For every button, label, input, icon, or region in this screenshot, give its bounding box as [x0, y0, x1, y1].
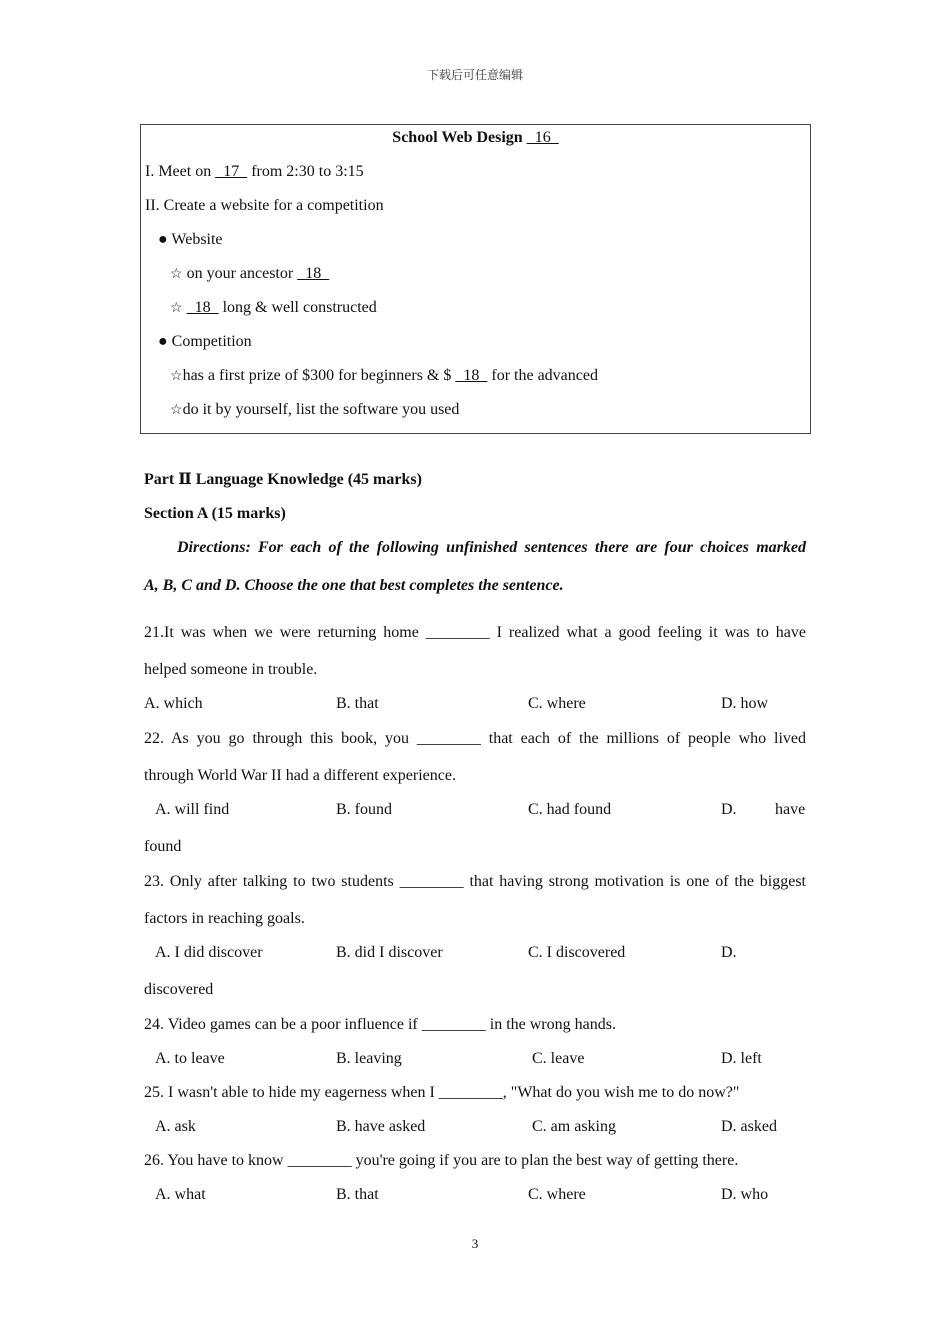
blank-17: 17: [215, 163, 248, 180]
competition-item-1: [170, 366, 598, 387]
q23-option-d-wrap: discovered: [144, 981, 214, 998]
q21-option-c: C. where: [528, 695, 586, 712]
q21-option-a: A. which: [144, 695, 203, 712]
question-22-line-2: through World War II had a different experience.: [144, 767, 456, 784]
q22-option-b: B. found: [336, 801, 392, 818]
bullet-dot-icon: ●: [158, 231, 168, 248]
directions-line-1: Directions: For each of the following unfinished sentences there are four choices marked: [177, 539, 806, 556]
q23-option-c: C. I discovered: [528, 944, 626, 961]
blank-16: 16: [526, 129, 559, 146]
notes-title: [140, 128, 811, 148]
q23-option-b: B. did I discover: [336, 944, 443, 961]
q23-option-d: D.: [721, 944, 737, 961]
q22-option-d-text: have: [775, 801, 806, 818]
q26-option-b: B. that: [336, 1186, 379, 1203]
q21-option-d: D. how: [721, 695, 769, 712]
bullet-competition: [158, 332, 252, 352]
question-21-line-1: 21.It was when we were returning home ________ I realized what a good feeling it was to have: [144, 624, 806, 641]
q25-option-c: C. am asking: [532, 1118, 616, 1135]
question-23-line-1: 23. Only after talking to two students ________ that having strong motivation is one of the biggest: [144, 873, 806, 890]
q23-option-a: A. I did discover: [155, 944, 263, 961]
question-22-line-1: 22. As you go through this book, you ________ that each of the millions of people who lived: [144, 730, 806, 747]
question-24-line-1: 24. Video games can be a poor influence if ________ in the wrong hands.: [144, 1016, 616, 1033]
q25-option-a: A. ask: [155, 1118, 196, 1135]
question-21-line-2: helped someone in trouble.: [144, 661, 318, 678]
bullet-website: [158, 230, 223, 250]
competition-item-2-text: do it by yourself, list the software you used: [182, 401, 460, 418]
bullet-website-label: Website: [171, 231, 223, 248]
website-item-1-text: on your ancestor: [186, 265, 298, 282]
q26-option-a: A. what: [155, 1186, 206, 1203]
notes-title-text: School Web Design: [392, 129, 523, 146]
q24-option-c: C. leave: [532, 1050, 585, 1067]
line1-prefix: I. Meet on: [145, 163, 216, 180]
page-number: 3: [471, 1236, 479, 1251]
line1-suffix: from 2:30 to 3:15: [247, 163, 364, 180]
blank-18b: 18: [186, 299, 219, 316]
star-icon: ☆: [170, 301, 183, 316]
q24-option-d: D. left: [721, 1050, 762, 1067]
q24-option-b: B. leaving: [336, 1050, 402, 1067]
q22-option-d: D.: [721, 801, 737, 818]
competition-item-2: [170, 400, 459, 421]
notes-line-2: II. Create a website for a competition: [145, 197, 384, 214]
q21-option-b: B. that: [336, 695, 379, 712]
question-26-line-1: 26. You have to know ________ you're going if you are to plan the best way of getting there.: [144, 1152, 739, 1169]
bullet-competition-label: Competition: [171, 333, 252, 350]
part-title: Part Ⅱ Language Knowledge (45 marks): [144, 471, 422, 488]
section-title: Section A (15 marks): [144, 505, 286, 522]
star-icon: ☆: [170, 267, 183, 282]
question-25-line-1: 25. I wasn't able to hide my eagerness when I ________, "What do you wish me to do now?": [144, 1084, 740, 1101]
q26-option-d: D. who: [721, 1186, 769, 1203]
page-header: 下载后可任意编辑: [426, 68, 523, 82]
directions-line-2: A, B, C and D. Choose the one that best completes the sentence.: [144, 577, 564, 594]
blank-18c: 18: [455, 367, 488, 384]
q22-option-c: C. had found: [528, 801, 612, 818]
q26-option-c: C. where: [528, 1186, 586, 1203]
blank-18a: 18: [297, 265, 330, 282]
notes-line-1: [145, 162, 364, 182]
website-item-1: [170, 264, 329, 285]
competition-item-1-suffix: for the advanced: [487, 367, 598, 384]
q24-option-a: A. to leave: [155, 1050, 225, 1067]
q22-option-d-wrap: found: [144, 838, 182, 855]
star-icon: ☆: [170, 369, 183, 384]
star-icon: ☆: [170, 403, 183, 418]
q25-option-d: D. asked: [721, 1118, 777, 1135]
bullet-dot-icon: ●: [158, 333, 168, 350]
website-item-2: [170, 298, 377, 319]
website-item-2-text: long & well constructed: [218, 299, 377, 316]
q22-option-a: A. will find: [155, 801, 230, 818]
q25-option-b: B. have asked: [336, 1118, 426, 1135]
question-23-line-2: factors in reaching goals.: [144, 910, 305, 927]
competition-item-1-prefix: has a first prize of $300 for beginners & $: [182, 367, 456, 384]
